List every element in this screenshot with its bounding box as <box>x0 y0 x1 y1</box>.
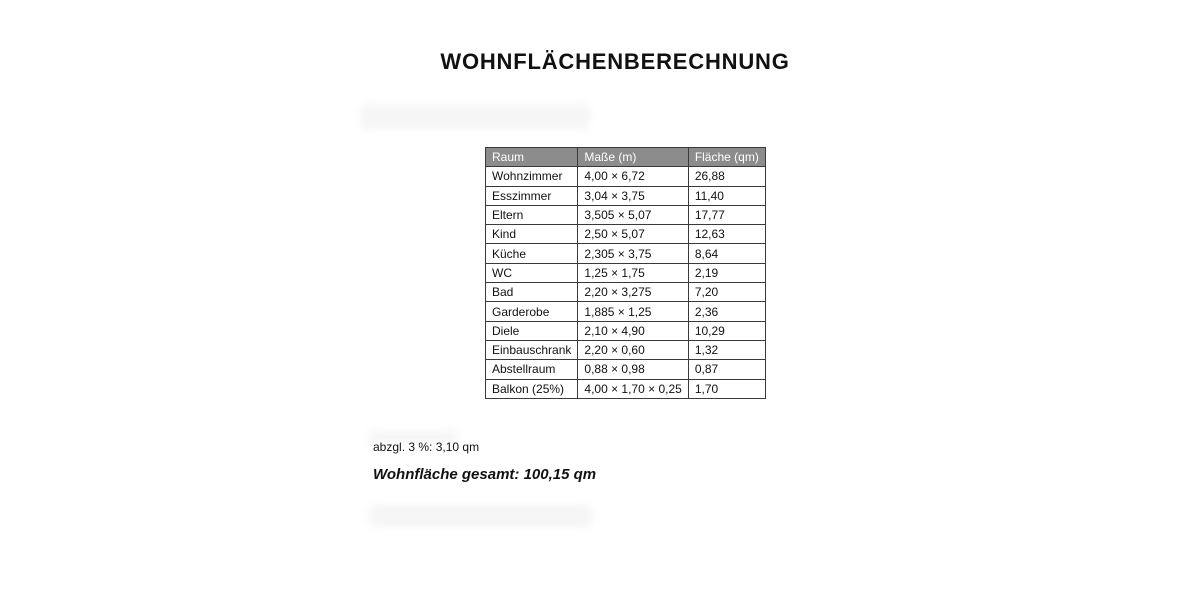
area-table <box>485 147 766 399</box>
table-row <box>486 167 766 186</box>
cell-dimensions: 4,00 × 1,70 × 0,25 <box>578 379 688 398</box>
cell-room: Eltern <box>486 205 578 224</box>
cell-dimensions: 2,20 × 0,60 <box>578 340 688 359</box>
cell-room: Wohnzimmer <box>486 167 578 186</box>
table-row <box>486 302 766 321</box>
faded-text-smudge <box>360 104 590 130</box>
cell-dimensions: 1,25 × 1,75 <box>578 263 688 282</box>
table-row <box>486 321 766 340</box>
total-area: Wohnfläche gesamt: 100,15 qm <box>373 466 597 483</box>
cell-dimensions: 4,00 × 6,72 <box>578 167 688 186</box>
table-row <box>486 244 766 263</box>
faded-text-smudge <box>368 505 593 527</box>
cell-room: Küche <box>486 244 578 263</box>
table-row <box>486 379 766 398</box>
table-row <box>486 225 766 244</box>
cell-room: Einbauschrank <box>486 340 578 359</box>
table-body <box>486 167 766 399</box>
cell-area: 0,87 <box>688 360 765 379</box>
cell-dimensions: 2,20 × 3,275 <box>578 283 688 302</box>
table-row <box>486 360 766 379</box>
table-row <box>486 263 766 282</box>
cell-area: 2,36 <box>688 302 765 321</box>
cell-room: WC <box>486 263 578 282</box>
deduction-line: abzgl. 3 %: 3,10 qm <box>373 440 480 454</box>
cell-area: 11,40 <box>688 186 765 205</box>
table-row <box>486 186 766 205</box>
cell-room: Kind <box>486 225 578 244</box>
cell-area: 7,20 <box>688 283 765 302</box>
cell-dimensions: 0,88 × 0,98 <box>578 360 688 379</box>
cell-area: 2,19 <box>688 263 765 282</box>
cell-area: 10,29 <box>688 321 765 340</box>
cell-dimensions: 2,50 × 5,07 <box>578 225 688 244</box>
table-row <box>486 205 766 224</box>
cell-area: 12,63 <box>688 225 765 244</box>
table-row <box>486 283 766 302</box>
cell-area: 1,32 <box>688 340 765 359</box>
table-row <box>486 340 766 359</box>
cell-area: 17,77 <box>688 205 765 224</box>
table-header-row <box>486 148 766 167</box>
cell-room: Esszimmer <box>486 186 578 205</box>
cell-room: Garderobe <box>486 302 578 321</box>
cell-dimensions: 2,305 × 3,75 <box>578 244 688 263</box>
cell-room: Balkon (25%) <box>486 379 578 398</box>
page-title: WOHNFLÄCHENBERECHNUNG <box>440 49 790 74</box>
header-room: Raum <box>486 148 578 167</box>
cell-dimensions: 3,04 × 3,75 <box>578 186 688 205</box>
cell-room: Abstellraum <box>486 360 578 379</box>
header-dimensions: Maße (m) <box>578 148 688 167</box>
cell-area: 26,88 <box>688 167 765 186</box>
cell-room: Diele <box>486 321 578 340</box>
cell-room: Bad <box>486 283 578 302</box>
header-area: Fläche (qm) <box>688 148 765 167</box>
cell-dimensions: 1,885 × 1,25 <box>578 302 688 321</box>
cell-dimensions: 3,505 × 5,07 <box>578 205 688 224</box>
cell-area: 1,70 <box>688 379 765 398</box>
cell-area: 8,64 <box>688 244 765 263</box>
cell-dimensions: 2,10 × 4,90 <box>578 321 688 340</box>
